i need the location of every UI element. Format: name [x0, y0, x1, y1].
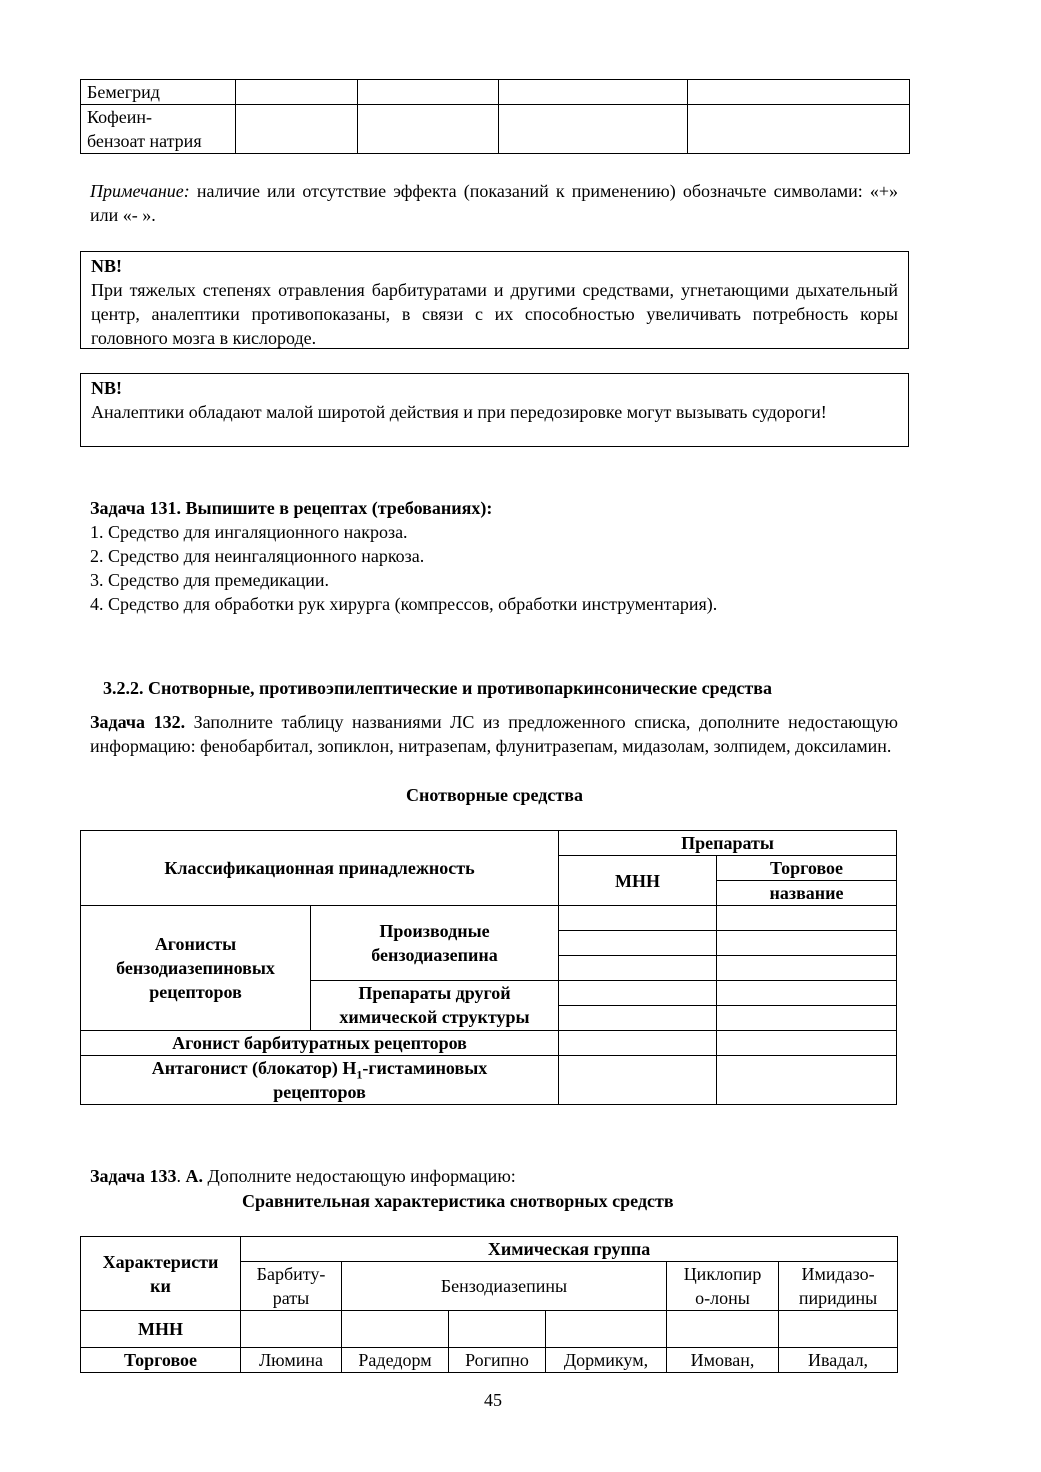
hypnotics-table: [80, 830, 897, 1105]
task-text: Дополните недостающую информацию:: [203, 1166, 516, 1186]
table-row: [81, 1311, 898, 1348]
table-cell: [559, 956, 717, 981]
list-item: 3. Средство для премедикации.: [90, 570, 329, 590]
row-label: Кофеин-: [87, 107, 153, 127]
cell-line: пиридины: [798, 1288, 878, 1308]
trade-header: название: [717, 881, 897, 906]
table-cell: [358, 105, 499, 154]
table-cell: [717, 956, 897, 981]
table-cell: Дормикум,: [546, 1348, 667, 1373]
note-text: наличие или отсутствие эффекта (показаний к применению) обозначьте символами: «+» или «- ».: [90, 181, 898, 225]
table-cell: [688, 105, 910, 154]
cell-line: о-лоны: [695, 1288, 750, 1308]
nb-title: NB!: [91, 378, 122, 398]
task-label: Задача 133: [90, 1166, 177, 1186]
class-header: Классификационная принадлежность: [81, 831, 559, 906]
cell-text: Антагонист (блокатор) Н: [151, 1058, 357, 1078]
table-row: [81, 1056, 897, 1105]
cell-line: химической структуры: [339, 1007, 530, 1027]
subtask-label: А.: [185, 1166, 204, 1186]
task-dot: .: [176, 1166, 186, 1186]
table-cell: [358, 80, 499, 105]
cell-line: Имидазо-: [801, 1264, 875, 1284]
imidazopyridines-header: [779, 1262, 898, 1311]
table-row: [81, 105, 910, 154]
section-heading: 3.2.2. Снотворные, противоэпилептические и противопаркинсонические средства: [103, 678, 772, 698]
table-row: [81, 1031, 897, 1056]
nb-text: При тяжелых степенях отравления барбитуратами и другими средствами, угнетающими дыхательный центр, аналептики противопоказаны, в связи с их способностью увеличивать потребность коры головного мозга в кислороде.: [91, 280, 898, 348]
task-title: Задача 131. Выпишите в рецептах (требованиях):: [90, 498, 493, 518]
table-cell: [559, 931, 717, 956]
cell-text: -гистаминовых: [362, 1058, 488, 1078]
table-cell: [241, 1311, 342, 1348]
table-cell: Ивадал,: [779, 1348, 898, 1373]
mnn-header: МНН: [559, 856, 717, 906]
cell-line: раты: [272, 1288, 310, 1308]
table-cell: [546, 1311, 667, 1348]
cell-line: [87, 1056, 552, 1080]
table-cell: [717, 906, 897, 931]
table-row: [81, 1237, 898, 1262]
table-row: [81, 1348, 898, 1373]
cell-line: бензодиазепина: [371, 945, 498, 965]
cell-line: ки: [150, 1275, 171, 1296]
task-text: Заполните таблицу названиями ЛС из предложенного списка, дополните недостающую информацию: фенобарбитал, зопиклон, нитразепам, флунитразепам, мидазолам, золпидем, доксиламин.: [90, 712, 898, 756]
task-131: [90, 496, 910, 616]
table-cell: [717, 1031, 897, 1056]
trade-row-label: Торговое: [81, 1348, 241, 1373]
table-cell: [667, 1311, 779, 1348]
barbiturates-header: [241, 1262, 342, 1311]
agonists-cell: [81, 906, 311, 1031]
task-132-paragraph: [90, 710, 898, 758]
table-cell: [559, 1006, 717, 1031]
benzo-derivatives-cell: [311, 906, 559, 981]
table-cell: Рогипно: [449, 1348, 546, 1373]
note-paragraph: [90, 179, 898, 227]
row-label: Бемегрид: [87, 82, 160, 102]
row-label: бензоат натрия: [87, 131, 202, 151]
cell-line: Агонисты: [154, 934, 237, 954]
table-cell: [499, 80, 688, 105]
table-cell: [449, 1311, 546, 1348]
table-cell: [559, 1056, 717, 1105]
cell-line: Препараты другой: [358, 983, 511, 1003]
table-cell: [81, 80, 236, 105]
cell-line: Характеристи: [102, 1251, 219, 1272]
mnn-row-label: МНН: [81, 1311, 241, 1348]
table-cell: [688, 80, 910, 105]
list-item: 1. Средство для ингаляционного накроза.: [90, 522, 408, 542]
cell-line: Производные: [379, 921, 490, 941]
nb-text: Аналептики обладают малой широтой действия и при передозировке могут вызывать судороги!: [91, 402, 827, 422]
table-cell: [342, 1311, 449, 1348]
nb-title: NB!: [91, 256, 122, 276]
other-structure-cell: [311, 981, 559, 1031]
h1-antagonist-cell: [81, 1056, 559, 1105]
trade-header: Торговое: [717, 856, 897, 881]
task-label: Задача 132.: [90, 712, 186, 732]
table-cell: [717, 981, 897, 1006]
top-table: [80, 79, 910, 154]
nb-box: [80, 373, 909, 447]
table-cell: [717, 1006, 897, 1031]
table-cell: [559, 906, 717, 931]
characteristics-header: [81, 1237, 241, 1311]
table-title: Снотворные средства: [406, 785, 583, 805]
table-cell: [717, 1056, 897, 1105]
cell-line: бензодиазепиновых: [116, 958, 275, 978]
table-cell: [499, 105, 688, 154]
table-row: [81, 80, 910, 105]
comparison-table: [80, 1236, 898, 1373]
table-row: [81, 831, 897, 856]
barbiturate-agonist-cell: Агонист барбитуратных рецепторов: [81, 1031, 559, 1056]
table-cell: Люмина: [241, 1348, 342, 1373]
preparations-header: Препараты: [559, 831, 897, 856]
cell-line: рецепторов: [273, 1082, 366, 1102]
page-number: 45: [484, 1390, 502, 1410]
chem-group-header: Химическая группа: [241, 1237, 898, 1262]
cyclopyrrolones-header: [667, 1262, 779, 1311]
nb-box: [80, 251, 909, 349]
table-cell: [559, 981, 717, 1006]
table-cell: [81, 105, 236, 154]
task-133-paragraph: [90, 1164, 910, 1188]
benzodiazepines-header: Бензодиазепины: [342, 1262, 667, 1311]
note-label: Примечание:: [90, 181, 190, 201]
table-cell: Имован,: [667, 1348, 779, 1373]
list-item: 2. Средство для неингаляционного наркоза.: [90, 546, 425, 566]
table-cell: Радедорм: [342, 1348, 449, 1373]
table-row: [81, 906, 897, 931]
cell-line: Циклопир: [683, 1264, 762, 1284]
table-title: Сравнительная характеристика снотворных средств: [242, 1191, 674, 1211]
subscript: 1: [356, 1067, 363, 1082]
table-cell: [717, 931, 897, 956]
table-cell: [559, 1031, 717, 1056]
list-item: 4. Средство для обработки рук хирурга (компрессов, обработки инструментария).: [90, 594, 718, 614]
cell-line: Барбиту-: [256, 1264, 326, 1284]
cell-line: рецепторов: [149, 982, 242, 1002]
table-cell: [236, 105, 358, 154]
table-cell: [779, 1311, 898, 1348]
table-cell: [236, 80, 358, 105]
